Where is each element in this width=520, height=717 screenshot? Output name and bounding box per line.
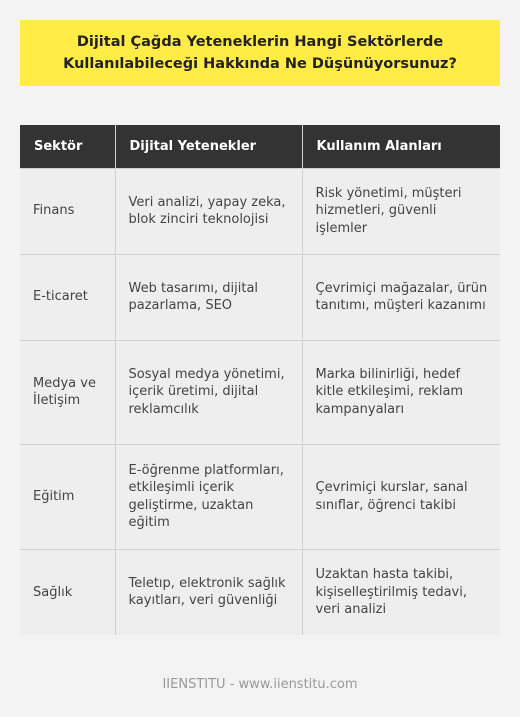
cell-digital-skills: E-öğrenme platformları, etkileşimli içerik geliştirme, uzaktan eğitim [115,444,302,549]
page-title: Dijital Çağda Yeteneklerin Hangi Sektörlerde Kullanılabileceği Hakkında Ne Düşünüyorsunuz? [63,34,457,72]
cell-usage-areas: Çevrimiçi kurslar, sanal sınıflar, öğrenci takibi [302,444,500,549]
cell-digital-skills: Sosyal medya yönetimi, içerik üretimi, dijital reklamcılık [115,340,302,444]
sectors-table [20,125,500,635]
title-banner [20,20,500,86]
cell-usage-areas: Risk yönetimi, müşteri hizmetleri, güvenli işlemler [302,168,500,254]
cell-sector: Medya ve İletişim [20,340,115,444]
footer-credit: IIENSTITU - www.iienstitu.com [162,677,358,692]
cell-usage-areas: Marka bilinirliği, hedef kitle etkileşimi, reklam kampanyaları [302,340,500,444]
table-row [20,254,500,340]
cell-sector: Eğitim [20,444,115,549]
table-row [20,549,500,635]
cell-sector: E-ticaret [20,254,115,340]
cell-sector: Finans [20,168,115,254]
table-row [20,340,500,444]
table-row [20,168,500,254]
table-header-row [20,125,500,168]
cell-digital-skills: Web tasarımı, dijital pazarlama, SEO [115,254,302,340]
cell-usage-areas: Çevrimiçi mağazalar, ürün tanıtımı, müşteri kazanımı [302,254,500,340]
table-row [20,444,500,549]
cell-digital-skills: Teletıp, elektronik sağlık kayıtları, veri güvenliği [115,549,302,635]
header-usage-areas: Kullanım Alanları [302,125,500,168]
cell-sector: Sağlık [20,549,115,635]
header-digital-skills: Dijital Yetenekler [115,125,302,168]
cell-usage-areas: Uzaktan hasta takibi, kişiselleştirilmiş tedavi, veri analizi [302,549,500,635]
header-sector: Sektör [20,125,115,168]
cell-digital-skills: Veri analizi, yapay zeka, blok zinciri teknolojisi [115,168,302,254]
